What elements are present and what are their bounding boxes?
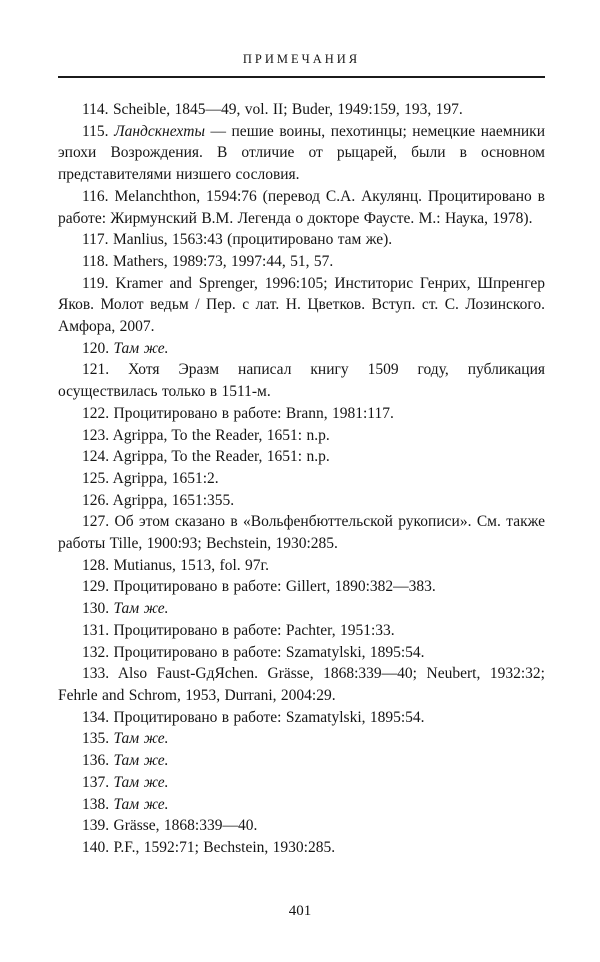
- note-number: 137.: [82, 773, 114, 791]
- note-number: 117.: [82, 231, 113, 249]
- note-text: Also Faust-GдЯchen. Grässe, 1868:339—40; Neubert, 1932:32; Fehrle and Schrom, 1953, Durrani, 2004:29.: [58, 665, 545, 704]
- note-text: P.F., 1592:71; Bechstein, 1930:285.: [113, 838, 336, 856]
- note-item: [58, 728, 545, 750]
- note-number: 115.: [82, 122, 115, 140]
- note-text: Kramer and Sprenger, 1996:105; Инститорис Генрих, Шпренгер Яков. Молот ведьм / Пер. с лат. Н. Цветков. Вступ. ст. С. Лозинского. Амфора, 2007.: [58, 274, 545, 336]
- note-number: 138.: [82, 795, 114, 813]
- note-number: 127.: [82, 513, 115, 531]
- note-item: [58, 446, 545, 468]
- note-item: [58, 468, 545, 490]
- note-text: Процитировано в работе: Brann, 1981:117.: [113, 404, 394, 422]
- note-text: Mathers, 1989:73, 1997:44, 51, 57.: [112, 252, 334, 270]
- note-item: [58, 598, 545, 620]
- note-item: [58, 794, 545, 816]
- note-text-italic: Там же.: [113, 752, 169, 770]
- note-number: 114.: [82, 101, 113, 118]
- note-text: Melanchthon, 1594:76 (перевод С.А. Акулянц. Процитировано в работе: Жирмунский В.М. Легенда о докторе Фаусте. М.: Наука, 1978).: [58, 187, 545, 227]
- note-number: 124.: [82, 448, 113, 466]
- note-number: 134.: [82, 708, 114, 726]
- note-text-italic: Там же.: [113, 730, 169, 748]
- note-item: [58, 750, 545, 772]
- note-item: [58, 121, 545, 186]
- note-text: Agrippa, 1651:355.: [112, 491, 235, 509]
- note-item: [58, 620, 545, 642]
- note-number: 122.: [82, 404, 114, 422]
- note-number: 121.: [82, 361, 129, 379]
- note-text: Agrippa, 1651:2.: [112, 469, 219, 487]
- note-text: Об этом сказано в «Вольфенбюттельской рукописи». См. также работы Tille, 1900:93; Bechstein, 1930:285.: [58, 513, 545, 553]
- note-text: Хотя Эразм написал книгу 1509 году, публикация осуществилась только в 1511-м.: [58, 361, 545, 401]
- note-item: [58, 186, 545, 229]
- page-number: 401: [288, 903, 312, 919]
- note-number: 116.: [82, 187, 115, 205]
- note-text-italic: Ландскнехты: [114, 122, 205, 140]
- note-text: Scheible, 1845—49, vol. II; Buder, 1949:159, 193, 197.: [112, 101, 463, 118]
- note-number: 132.: [82, 643, 114, 661]
- note-number: 139.: [82, 817, 114, 835]
- note-item: [58, 403, 545, 425]
- note-number: 123.: [82, 426, 113, 444]
- note-item: [58, 815, 545, 837]
- note-item: [58, 359, 545, 402]
- note-number: 126.: [82, 491, 113, 509]
- note-text: Процитировано в работе: Pachter, 1951:33.: [113, 621, 395, 639]
- note-number: 125.: [82, 469, 113, 487]
- note-item: [58, 99, 545, 121]
- note-number: 119.: [82, 274, 116, 292]
- note-item: [58, 229, 545, 251]
- note-number: 129.: [82, 578, 114, 596]
- note-item: [58, 642, 545, 664]
- note-text: Agrippa, To the Reader, 1651: n.p.: [112, 448, 330, 466]
- note-text-italic: Там же.: [113, 795, 169, 813]
- note-item: [58, 663, 545, 706]
- note-text: Agrippa, To the Reader, 1651: n.p.: [112, 426, 330, 444]
- note-number: 140.: [82, 838, 114, 856]
- note-item: [58, 251, 545, 273]
- note-item: [58, 707, 545, 729]
- note-text: Grässe, 1868:339—40.: [113, 817, 258, 835]
- notes-list: [58, 99, 545, 859]
- note-item: [58, 425, 545, 447]
- note-text-italic: Там же.: [113, 600, 169, 618]
- note-number: 128.: [82, 556, 114, 574]
- note-item: [58, 772, 545, 794]
- note-text: Процитировано в работе: Gillert, 1890:382—383.: [113, 578, 436, 596]
- note-item: [58, 511, 545, 554]
- note-item: [58, 490, 545, 512]
- note-item: [58, 555, 545, 577]
- note-item: [58, 576, 545, 598]
- note-number: 118.: [82, 252, 113, 270]
- note-text: Mutianus, 1513, fol. 97г.: [113, 556, 270, 574]
- note-item: [58, 338, 545, 360]
- note-text-italic: Там же.: [113, 773, 169, 791]
- note-number: 131.: [82, 621, 114, 639]
- note-number: 135.: [82, 730, 114, 748]
- note-number: 136.: [82, 752, 114, 770]
- note-text: Manlius, 1563:43 (процитировано там же).: [112, 231, 393, 249]
- note-item: [58, 273, 545, 338]
- note-text: — пешие воины, пехотинцы; немецкие наемники эпохи Возрождения. В отличие от рыцарей, были в основном представителями низшего сословия.: [58, 122, 545, 184]
- note-item: [58, 837, 545, 859]
- note-text: Процитировано в работе: Szamatylski, 1895:54.: [113, 643, 425, 661]
- note-number: 130.: [82, 600, 114, 618]
- header-rule: [58, 76, 545, 78]
- running-head: ПРИМЕЧАНИЯ: [242, 52, 361, 66]
- note-number: 133.: [82, 665, 118, 683]
- note-number: 120.: [82, 339, 114, 357]
- note-text: Процитировано в работе: Szamatylski, 1895:54.: [113, 708, 425, 726]
- note-text-italic: Там же.: [113, 339, 169, 357]
